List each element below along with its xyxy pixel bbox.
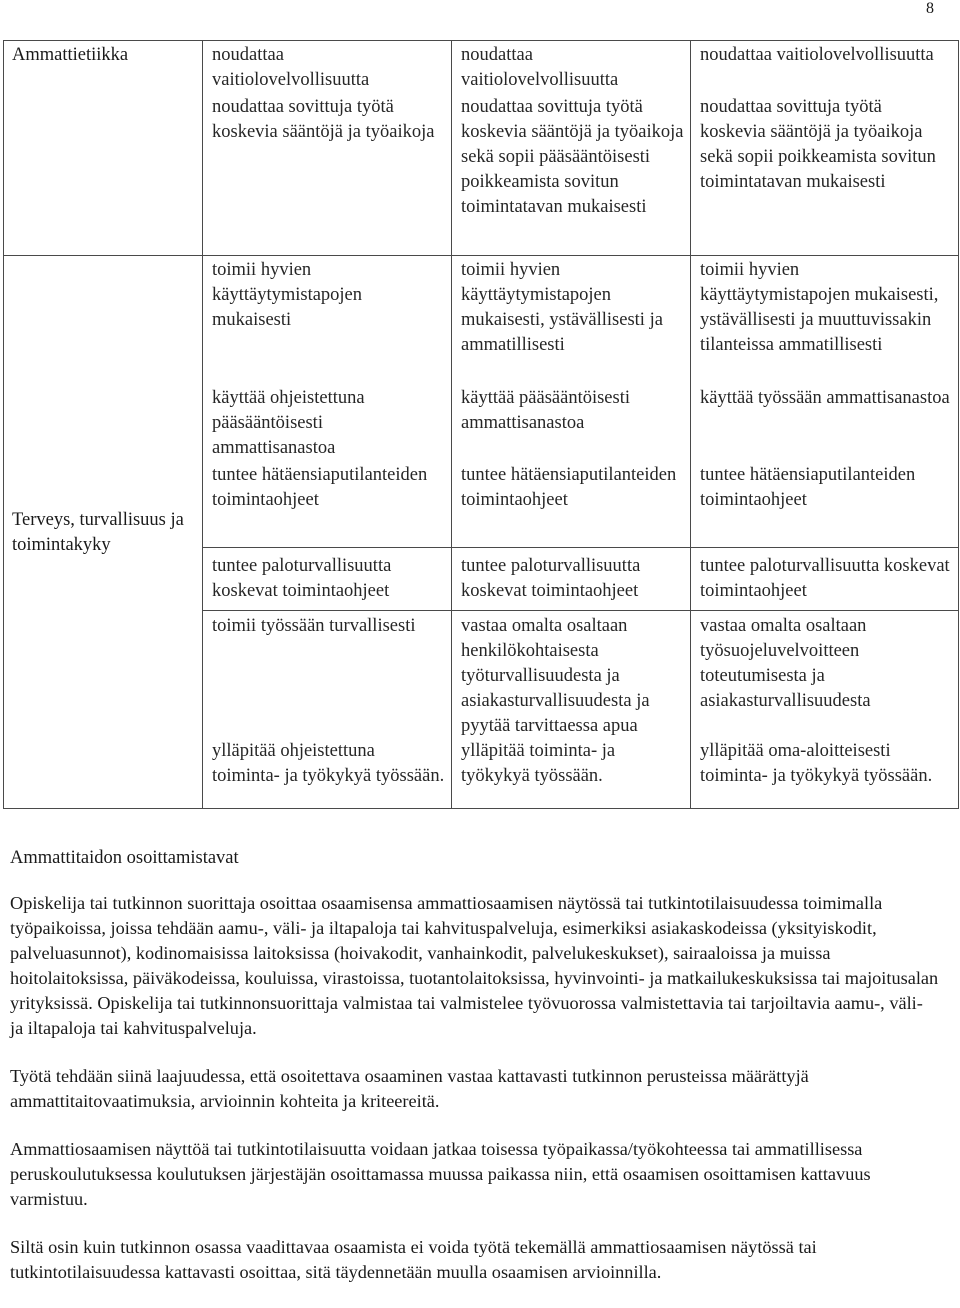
area-label-ethics: Ammattietiikka	[4, 41, 203, 256]
criterion-text: ylläpitää toiminta- ja työkykyä työssään.	[461, 741, 616, 786]
criteria-cell-h2	[452, 611, 691, 809]
criteria-cell-t1	[203, 256, 452, 548]
criteria-cell-t1	[203, 548, 452, 611]
paragraph: Siltä osin kuin tutkinnon osassa vaadittavaa osaamista ei voida työtä tekemällä ammattiosaamisen näytössä tai tutkintotilaisuudessa kattavasti osoittaa, sitä täydennetään muulla osaamisen arvioinnilla.	[10, 1237, 817, 1282]
criteria-cell-k3	[691, 41, 959, 256]
criterion-text: ylläpitää ohjeistettuna toiminta- ja työkykyä työssään.	[212, 741, 445, 786]
criterion-text: ylläpitää oma-aloitteisesti toiminta- ja työkykyä työssään.	[700, 741, 933, 786]
ethics-row	[4, 41, 959, 256]
criterion-text: toimii hyvien käyttäytymistapojen mukaisesti	[212, 260, 363, 330]
assessment-criteria-table	[3, 40, 959, 809]
criterion-text: tuntee hätäensiaputilanteiden toimintaohjeet	[700, 465, 916, 510]
criterion-text: käyttää työssään ammattisanastoa	[700, 388, 950, 408]
criterion-text: noudattaa sovittuja työtä koskevia sääntöjä ja työaikoja	[212, 97, 435, 142]
page-number: 8	[926, 0, 934, 17]
body-text	[10, 891, 940, 1308]
criterion-text: noudattaa vaitiolovelvollisuutta	[700, 45, 934, 65]
criterion-text: noudattaa sovittuja työtä koskevia sääntöjä ja työaikoja sekä sopii poikkeamista sovitun toimintatavan mukaisesti	[700, 97, 936, 192]
paragraph: Ammattiosaamisen näyttöä tai tutkintotilaisuutta voidaan jatkaa toisessa työpaikassa/työkohteessa tai ammatillisessa peruskoulutuksessa koulutuksen järjestäjän osoittamassa muussa paikassa niin, että osaamisen osoittamisen kattavuus varmistuu.	[10, 1139, 871, 1209]
criterion-text: vastaa omalta osaltaan henkilökohtaisesta työturvallisuudesta ja asiakasturvallisuudesta ja pyytää tarvittaessa apua	[461, 616, 650, 736]
area-label-health: Terveys, turvallisuus ja toimintakyky	[4, 256, 203, 809]
criteria-cell-t1	[203, 611, 452, 809]
criteria-cell-k3	[691, 548, 959, 611]
criterion-text: tuntee hätäensiaputilanteiden toimintaohjeet	[461, 465, 677, 510]
section-heading: Ammattitaidon osoittamistavat	[10, 848, 239, 868]
paragraph: Työtä tehdään siinä laajuudessa, että osoitettava osaaminen vastaa kattavasti tutkinnon perusteissa määrättyjä ammattitaitovaatimuksia, arvioinnin kohteita ja kriteereitä.	[10, 1066, 809, 1111]
criteria-cell-h2	[452, 41, 691, 256]
criteria-cell-k3	[691, 256, 959, 548]
criterion-text: käyttää pääsääntöisesti ammattisanastoa	[461, 388, 631, 433]
criterion-text: noudattaa vaitiolovelvollisuutta	[212, 45, 370, 90]
criterion-text: noudattaa sovittuja työtä koskevia sääntöjä ja työaikoja sekä sopii pääsääntöisesti poikkeamista sovitun toimintatavan mukaisesti	[461, 97, 684, 217]
health-row-1	[4, 256, 959, 548]
criteria-cell-h2	[452, 256, 691, 548]
criterion-text: käyttää ohjeistettuna pääsääntöisesti ammattisanastoa	[212, 388, 365, 458]
criterion-text: toimii hyvien käyttäytymistapojen mukaisesti, ystävällisesti ja muuttuvissakin tilanteissa ammatillisesti	[700, 260, 939, 355]
criterion-text: tuntee paloturvallisuutta koskevat toimintaohjeet	[700, 556, 950, 601]
criterion-text: vastaa omalta osaltaan työsuojeluvelvoitteen toteutumisesta ja asiakasturvallisuudesta	[700, 616, 871, 711]
paragraph: Opiskelija tai tutkinnon suorittaja osoittaa osaamisensa ammattiosaamisen näytössä tai tutkintotilaisuudessa toimimalla työpaikoissa, joissa tehdään aamu-, väli- ja iltapaloja tai kahvituspalveluja, esimerkiksi asiakaskodeissa (yksityiskodit, palveluasunnot), kodinomaisissa laitoksissa (hoivakodit, vanhainkodit, palvelukeskukset), sairaaloissa ja muissa hoitolaitoksissa, päiväkodeissa, kouluissa, virastoissa, tuotantolaitoksissa, hyvinvointi- ja matkailukeskuksissa tai majoitusalan yrityksissä. Opiskelija tai tutkinnonsuorittaja valmistaa tai valmistelee työvuorossa valmistettavia tai tarjoiltavia aamu-, väli- ja iltapaloja tai kahvituspalveluja.	[10, 893, 939, 1038]
criteria-cell-t1	[203, 41, 452, 256]
criteria-cell-h2	[452, 548, 691, 611]
criteria-cell-k3	[691, 611, 959, 809]
criterion-text: tuntee paloturvallisuutta koskevat toimintaohjeet	[212, 556, 392, 601]
criterion-text: toimii hyvien käyttäytymistapojen mukaisesti, ystävällisesti ja ammatillisesti	[461, 260, 663, 355]
criterion-text: tuntee hätäensiaputilanteiden toimintaohjeet	[212, 465, 428, 510]
criterion-text: tuntee paloturvallisuutta koskevat toimintaohjeet	[461, 556, 641, 601]
criterion-text: noudattaa vaitiolovelvollisuutta	[461, 45, 619, 90]
criterion-text: toimii työssään turvallisesti	[212, 616, 416, 636]
